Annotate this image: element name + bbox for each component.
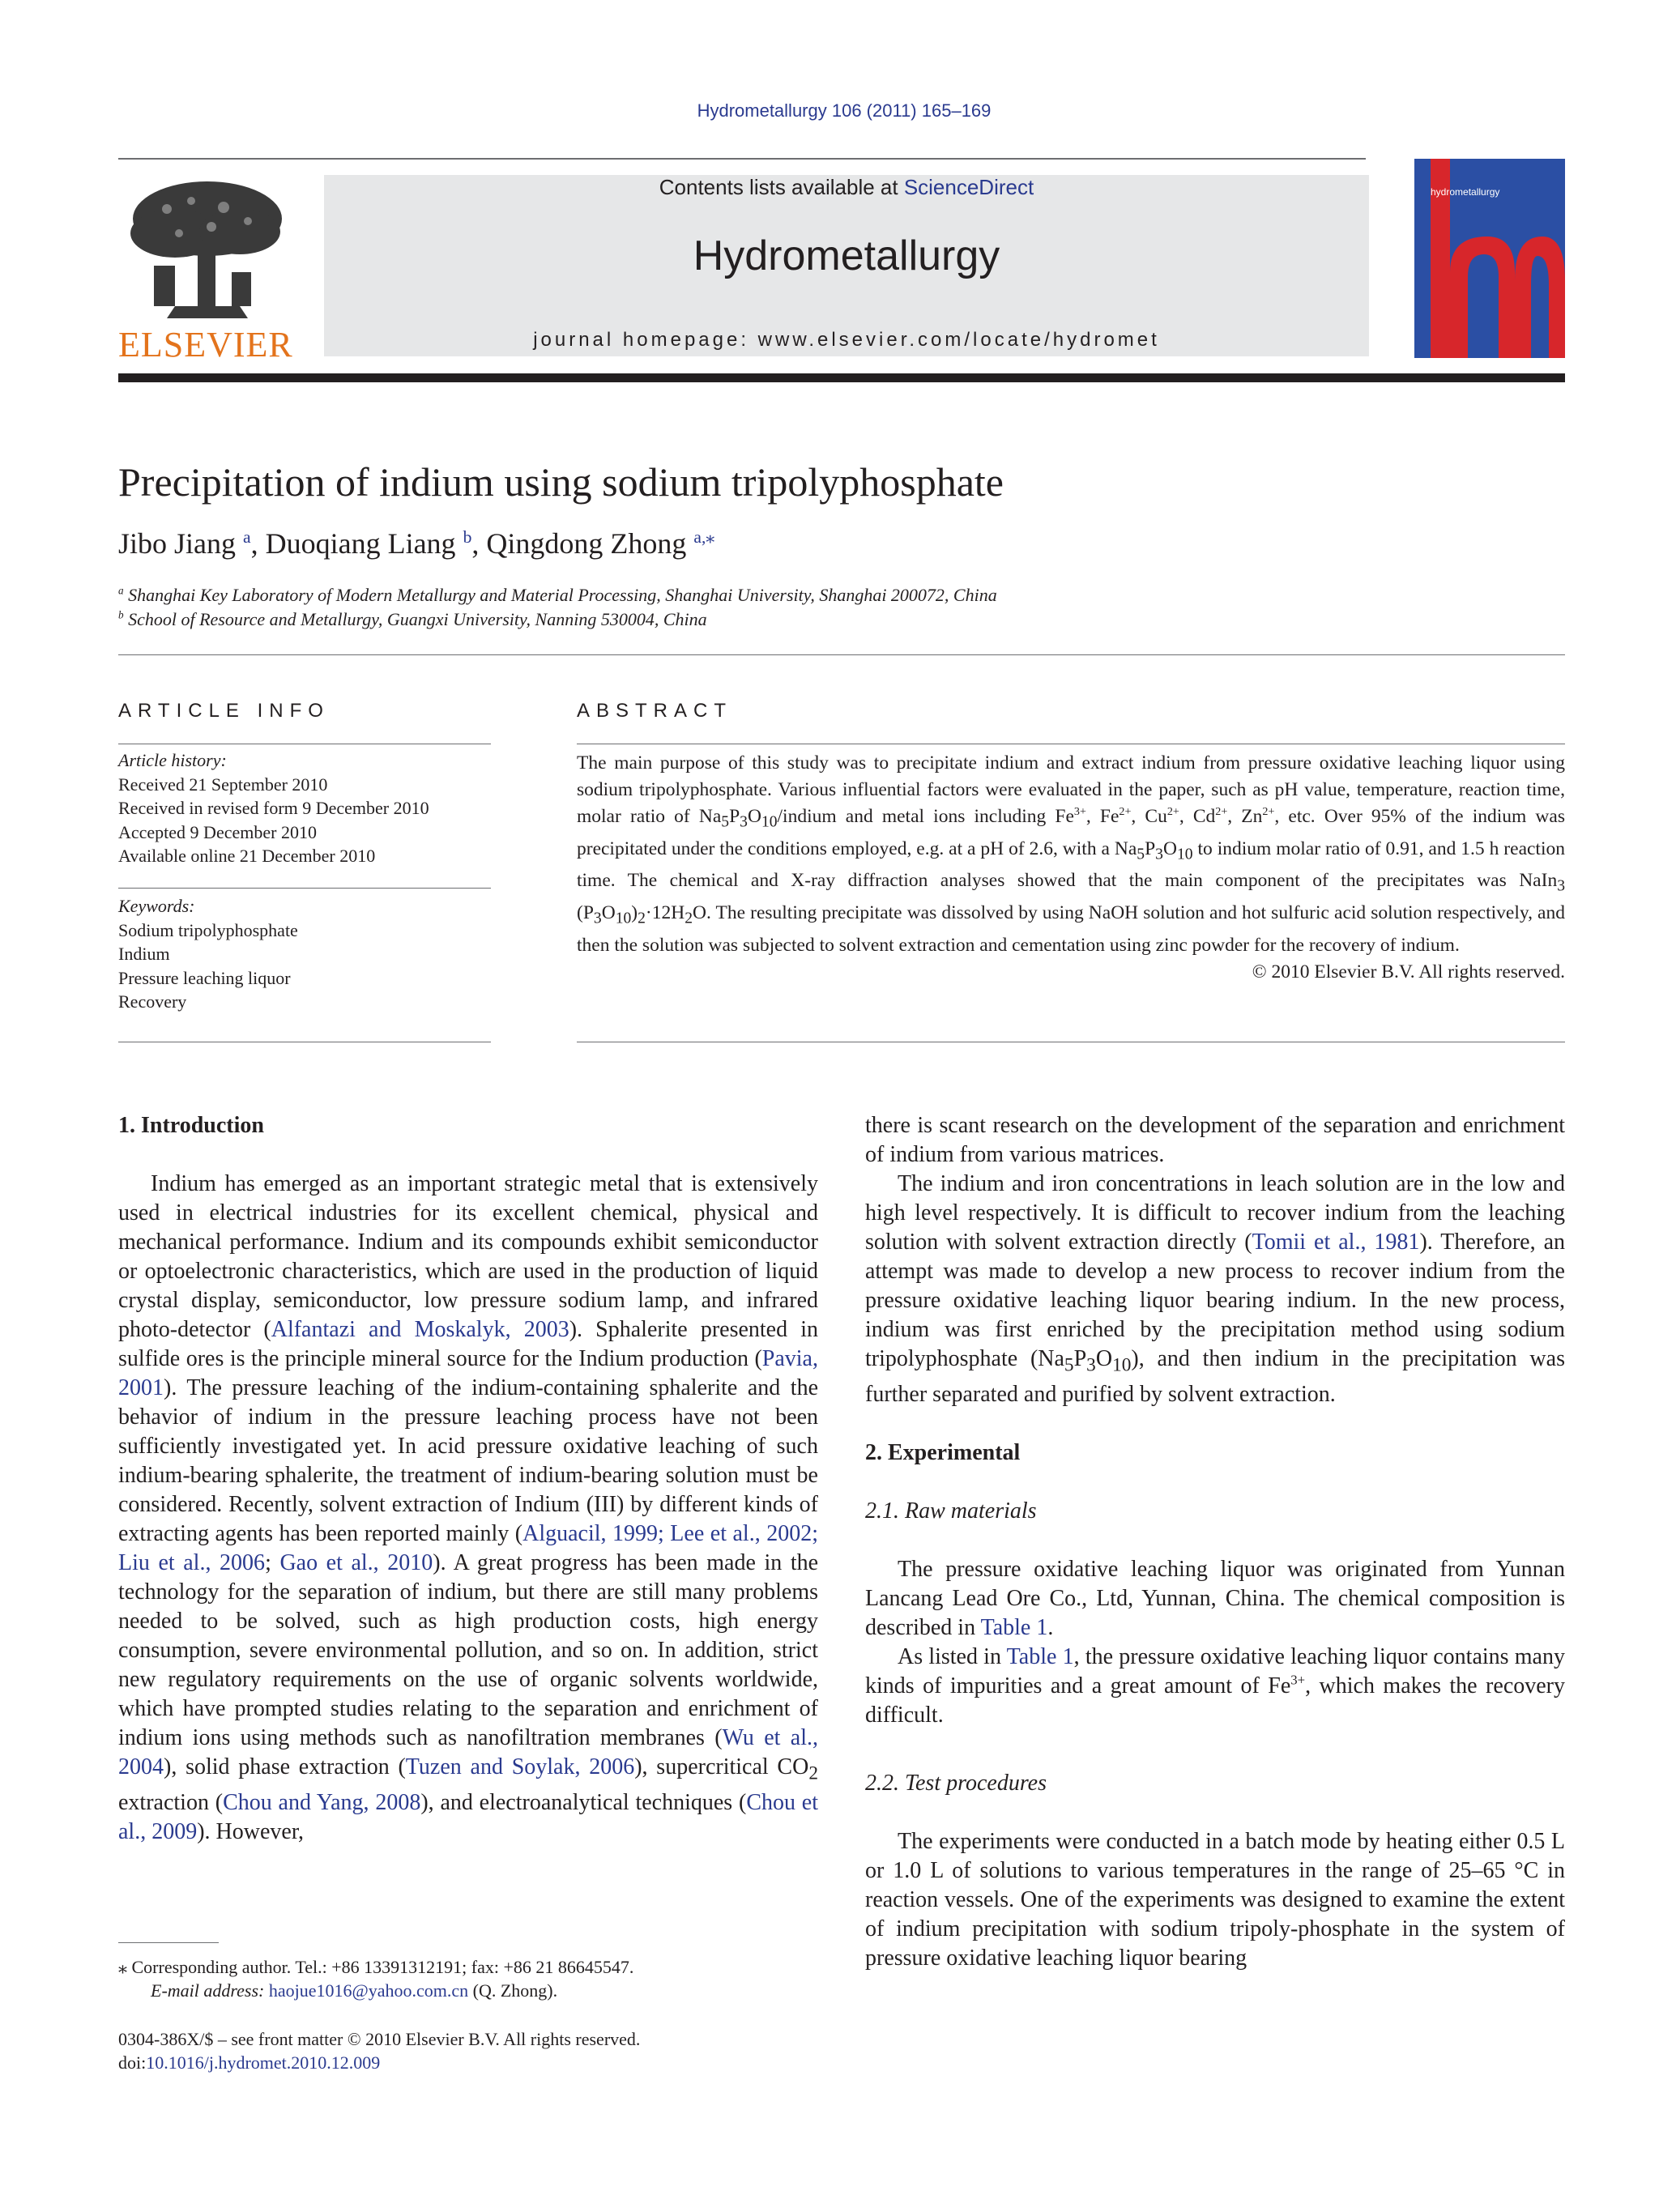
- journal-cover-image: [1414, 159, 1565, 358]
- section-heading: 1. Introduction: [118, 1113, 264, 1138]
- journal-homepage[interactable]: journal homepage: www.elsevier.com/locate/hydromet: [533, 329, 1160, 351]
- citation-link[interactable]: Gao et al., 2010: [279, 1550, 433, 1575]
- front-matter-text: 0304-386X/$ – see front matter © 2010 Elsevier B.V. All rights reserved.: [118, 2029, 641, 2049]
- paragraph: The experiments were conducted in a batch mode by heating either 0.5 L or 1.0 L of solutions to various temperatures in the range of 25–65 °C in reaction vessels. One of the experiments was designed to examine the extent of indium precipitation with sodium tripoly-phosphate in the system of pressure oxidative leaching liquor bearing: [865, 1828, 1565, 1971]
- history-item: Available online 21 December 2010: [118, 846, 376, 866]
- journal-name: Hydrometallurgy: [693, 232, 1000, 279]
- paragraph: As listed in Table 1, the pressure oxidative leaching liquor contains many kinds of impurities and a great amount of $Fe^{3+}$, which makes the recovery difficult.: [865, 1643, 1565, 1728]
- keyword: Pressure leaching liquor: [118, 967, 291, 988]
- history-item: Received 21 September 2010: [118, 774, 328, 795]
- article-history: [118, 748, 491, 868]
- doi-label: doi:: [118, 2052, 147, 2073]
- affiliation-text: School of Resource and Metallurgy, Guangxi University, Nanning 530004, China: [128, 609, 707, 629]
- citation-link[interactable]: Alguacil, 1999; Lee et al., 2002; Liu et al., 2006: [118, 1521, 818, 1575]
- divider: [118, 888, 491, 889]
- header-rule: [118, 158, 1366, 160]
- abstract-copyright: © 2010 Elsevier B.V. All rights reserved.: [1252, 961, 1565, 982]
- body-right-column: [865, 1111, 1565, 1973]
- table-link[interactable]: Table 1: [1006, 1643, 1074, 1669]
- corresponding-text: Corresponding author. Tel.: +86 13391312191; fax: +86 21 86645547.: [127, 1957, 634, 1977]
- paragraph: Indium has emerged as an important strategic metal that is extensively used in electrical industries for its excellent chemical, physical and mechanical performance. Indium and its compounds exhibit semiconductor or optoelectronic characteristics, which are used in the production of liquid crystal display, semiconductor, low pressure sodium lamp, and infrared photo-detector (Alfantazi and Moskalyk, 2003). Sphalerite presented in sulfide ores is the principle mineral source for the Indium production (Pavia, 2001). The pressure leaching of the indium-containing sphalerite and the behavior of indium in the pressure leaching process have not been sufficiently investigated yet. In acid pressure oxidative leaching of such indium-bearing sphalerite, the treatment of indium-bearing solution must be considered. Recently, solvent extraction of Indium (III) by different kinds of extracting agents has been reported mainly (Alguacil, 1999; Lee et al., 2002; Liu et al., 2006; Gao et al., 2010). A great progress has been made in the technology for the separation of indium, but there are still many problems needed to be solved, such as high production costs, high energy consumption, severe environmental pollution, and so on. In addition, strict new regulatory requirements on the use of organic solvents worldwide, which have prompted studies relating to the separation and enrichment of indium ions using methods such as nanofiltration membranes (Wu et al., 2004), solid phase extraction (Tuzen and Soylak, 2006), supercritical $CO_2$ extraction (Chou and Yang, 2008), and electroanalytical techniques (Chou et al., 2009). However,: [118, 1171, 819, 1844]
- affiliation-text: Shanghai Key Laboratory of Modern Metallurgy and Material Processing, Shanghai University, Shanghai 200072, China: [128, 585, 997, 605]
- keywords: [118, 894, 491, 1014]
- affiliation-a: [118, 585, 997, 606]
- spacer: [865, 1409, 1565, 1438]
- affiliation-mark: b: [118, 608, 124, 621]
- paper-title: Precipitation of indium using sodium tripolyphosphate: [118, 459, 1004, 505]
- abstract-text: The main purpose of this study was to precipitate indium and extract indium from pressure oxidative leaching liquor using sodium tripolyphosphate. Various influential factors were evaluated in the paper, such as pH value, temperature, reaction time, molar ratio of $Na_5P_3O_{10}$/indium and metal ions including $Fe^{3+}$, $Fe^{2+}$, $Cu^{2+}$, $Cd^{2+}$, $Zn^{2+}$, etc. Over 95% of the indium was precipitated under the conditions employed, e.g. at a pH of 2.6, with a $Na_5P_3O_{10}$ to indium molar ratio of 0.91, and 1.5 h reaction time. The chemical and X-ray diffraction analyses showed that the main component of the precipitates was NaIn$_3$ $(P_3O_{10})_2\cdot 12H_2O$. The resulting precipitate was dissolved by using NaOH solution and hot sulfuric acid solution respectively, and then the solution was subjected to solvent extraction and cementation using zinc powder for the recovery of indium. © 2010 Elsevier B.V. All rights reserved.: [577, 750, 1565, 986]
- article-info-heading: ARTICLE INFO: [118, 700, 330, 722]
- author-name: Duoqiang Liang: [265, 527, 456, 560]
- footnote-rule: [118, 1942, 219, 1943]
- history-label: Article history:: [118, 750, 227, 770]
- footnote-mark: ⁎: [118, 1957, 127, 1977]
- email-label: E-mail address:: [151, 1980, 269, 2001]
- contents-line: [324, 175, 1369, 200]
- author-name: Qingdong Zhong: [486, 527, 687, 560]
- spacer: [118, 1140, 818, 1170]
- table-link[interactable]: Table 1: [980, 1614, 1048, 1640]
- paragraph: The pressure oxidative leaching liquor was originated from Yunnan Lancang Lead Ore Co., Ltd, Yunnan, China. The chemical composition is described in Table 1.: [865, 1556, 1565, 1640]
- header-thick-rule: [118, 373, 1565, 382]
- affiliation-link[interactable]: a: [243, 527, 251, 547]
- spacer: [865, 1468, 1565, 1497]
- doi-link[interactable]: 10.1016/j.hydromet.2010.12.009: [146, 2052, 381, 2073]
- subsection-heading: 2.1. Raw materials: [865, 1498, 1037, 1524]
- author-list: Jibo Jiang $^a$, Duoqiang Liang $^b$, Qingdong Zhong $^{a,⁎}$: [118, 527, 715, 560]
- sciencedirect-link[interactable]: ScienceDirect: [903, 175, 1034, 199]
- email-link[interactable]: haojue1016@yahoo.com.cn: [268, 1980, 469, 2001]
- journal-banner: [324, 175, 1369, 356]
- abstract-heading: ABSTRACT: [577, 700, 733, 722]
- author-name: Jibo Jiang: [118, 527, 237, 560]
- affiliation-link[interactable]: b: [463, 527, 472, 547]
- keywords-label: Keywords:: [118, 896, 195, 916]
- citation-link[interactable]: Pavia, 2001: [118, 1346, 818, 1400]
- contents-prefix: Contents lists available at: [659, 175, 904, 199]
- affiliation-link[interactable]: a,⁎: [693, 527, 715, 547]
- email-suffix: (Q. Zhong).: [468, 1980, 558, 2001]
- journal-citation[interactable]: Hydrometallurgy 106 (2011) 165–169: [697, 100, 992, 121]
- citation-link[interactable]: Tomii et al., 1981: [1252, 1230, 1420, 1255]
- affiliation-mark: a: [118, 584, 124, 597]
- citation-link[interactable]: Chou et al., 2009: [118, 1789, 818, 1844]
- keyword: Recovery: [118, 991, 187, 1012]
- history-item: Received in revised form 9 December 2010: [118, 798, 429, 818]
- spacer: [865, 1526, 1565, 1555]
- citation-link[interactable]: Tuzen and Soylak, 2006: [405, 1754, 635, 1779]
- cover-title: hydrometallurgy: [1431, 186, 1500, 198]
- spacer: [865, 1730, 1565, 1769]
- keyword: Indium: [118, 944, 170, 964]
- title-rule: [118, 654, 1565, 655]
- citation-link[interactable]: Wu et al., 2004: [118, 1725, 818, 1779]
- keyword: Sodium tripolyphosphate: [118, 919, 298, 940]
- spacer: [865, 1798, 1565, 1827]
- paragraph: there is scant research on the development of the separation and enrichment of indium from various matrices.: [865, 1113, 1565, 1167]
- corresponding-author-footnote: [118, 1955, 633, 2002]
- body-left-column: [118, 1111, 818, 1847]
- section-heading: 2. Experimental: [865, 1439, 1021, 1465]
- affiliation-b: [118, 609, 707, 630]
- front-matter: [118, 2027, 640, 2074]
- publisher-name: ELSEVIER: [118, 325, 293, 364]
- citation-link[interactable]: Alfantazi and Moskalyk, 2003: [271, 1317, 569, 1342]
- citation-link[interactable]: Chou and Yang, 2008: [223, 1789, 421, 1815]
- history-item: Accepted 9 December 2010: [118, 821, 317, 842]
- subsection-heading: 2.2. Test procedures: [865, 1770, 1047, 1796]
- paragraph: The indium and iron concentrations in leach solution are in the low and high level respectively. It is difficult to recover indium from the leaching solution with solvent extraction directly (Tomii et al., 1981). Therefore, an attempt was made to develop a new process to recover indium from the pressure oxidative leaching liquor bearing indium. In the new process, indium was first enriched by the precipitation method using sodium tripolyphosphate $(Na_5P_3O_{10})$, and then indium in the precipitation was further separated and purified by solvent extraction.: [865, 1171, 1566, 1407]
